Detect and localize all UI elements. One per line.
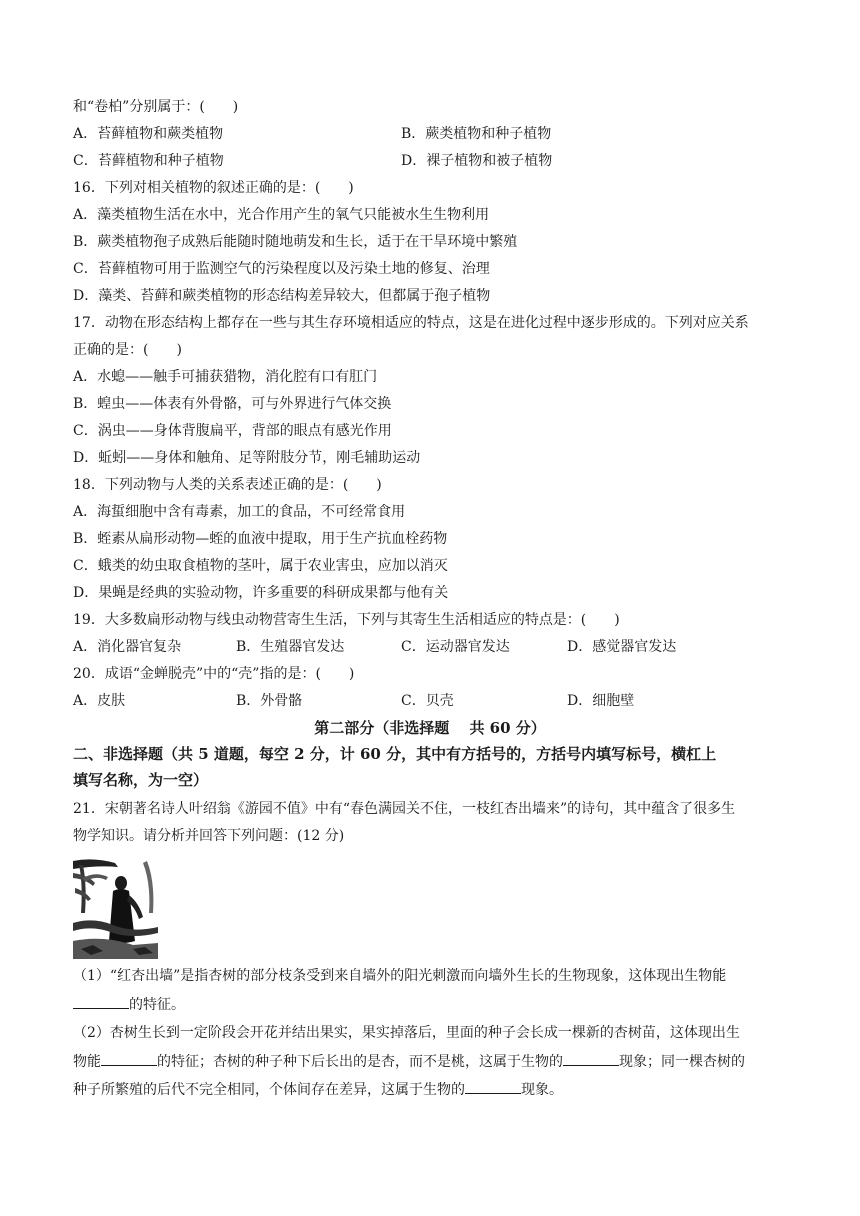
answer-blank-3[interactable] bbox=[563, 1052, 619, 1066]
q18-stem: 18．下列动物与人类的关系表述正确的是：( ) bbox=[73, 477, 382, 493]
q21-part2-text-c: 现象；同一棵杏树的 bbox=[619, 1054, 745, 1070]
q15-option-c: C．苔藓植物和种子植物 bbox=[73, 153, 224, 169]
q19-option-c: C．运动器官发达 bbox=[401, 639, 510, 655]
q15-option-d: D．裸子植物和被子植物 bbox=[401, 153, 553, 169]
q15-option-a: A．苔藓植物和蕨类植物 bbox=[73, 126, 224, 142]
q17-stem-line2: 正确的是：( ) bbox=[73, 342, 182, 358]
q20-option-b: B．外骨骼 bbox=[236, 693, 303, 709]
answer-blank-1[interactable] bbox=[73, 995, 129, 1009]
section-heading-line1: 二、非选择题（共 5 道题，每空 2 分，计 60 分，其中有方括号的，方括号内填写标号，横杠上 bbox=[73, 745, 717, 763]
q21-part2-text-b: 的特征；杏树的种子种下后长出的是杏，而不是桃，这属于生物的 bbox=[157, 1054, 563, 1070]
q19-option-d: D．感觉器官发达 bbox=[567, 639, 677, 655]
woodcut-figure-with-tree-illustration-icon bbox=[73, 853, 158, 959]
q21-stem-line1: 21．宋朝著名诗人叶绍翁《游园不值》中有“春色满园关不住，一枝红杏出墙来”的诗句，其中蕴含了很多生 bbox=[73, 801, 736, 817]
q19-option-b: B．生殖器官发达 bbox=[236, 639, 345, 655]
q16-option-d: D．藻类、苔藓和蕨类植物的形态结构差异较大，但都属于孢子植物 bbox=[73, 288, 491, 304]
q18-option-c: C．蛾类的幼虫取食植物的茎叶，属于农业害虫，应加以消灭 bbox=[73, 558, 448, 574]
q20-option-c: C．贝壳 bbox=[401, 693, 454, 709]
q17-option-c: C．涡虫——身体背腹扁平，背部的眼点有感光作用 bbox=[73, 423, 392, 439]
q17-option-b: B．蝗虫——体表有外骨骼，可与外界进行气体交换 bbox=[73, 396, 392, 412]
q21-stem-line2: 物学知识。请分析并回答下列问题：(12 分) bbox=[73, 828, 345, 844]
q18-option-b: B．蛭素从扁形动物—蛭的血液中提取，用于生产抗血栓药物 bbox=[73, 531, 448, 547]
q16-option-c: C．苔藓植物可用于监测空气的污染程度以及污染土地的修复、治理 bbox=[73, 261, 490, 277]
q21-part2-line2 bbox=[73, 1052, 745, 1072]
q16-option-a: A．藻类植物生活在水中，光合作用产生的氧气只能被水生生物利用 bbox=[73, 207, 490, 223]
part2-heading: 第二部分（非选择题 共 60 分） bbox=[314, 719, 546, 737]
section-heading-line2: 填写名称，为一空） bbox=[73, 771, 209, 789]
q21-part1-line1: （1）“红杏出墙”是指杏树的部分枝条受到来自墙外的阳光刺激而向墙外生长的生物现象，这体现出生物能 bbox=[73, 968, 727, 984]
q21-part1-tail: 的特征。 bbox=[129, 997, 185, 1013]
q21-part2-line3 bbox=[73, 1080, 563, 1100]
q20-stem: 20．成语“金蝉脱壳”中的“壳”指的是：( ) bbox=[73, 666, 355, 682]
answer-blank-2[interactable] bbox=[101, 1052, 157, 1066]
q21-part2-line1: （2）杏树生长到一定阶段会开花并结出果实，果实掉落后，里面的种子会长成一棵新的杏树苗，这体现出生 bbox=[73, 1025, 740, 1041]
q20-option-d: D．细胞壁 bbox=[567, 693, 635, 709]
q21-part1-line2 bbox=[73, 995, 185, 1015]
q19-stem: 19．大多数扁形动物与线虫动物营寄生生活，下列与其寄生生活相适应的特点是：( ) bbox=[73, 612, 620, 628]
q21-part2-text-a: 物能 bbox=[73, 1054, 101, 1070]
q17-option-d: D．蚯蚓——身体和触角、足等附肢分节，刚毛辅助运动 bbox=[73, 450, 421, 466]
q16-option-b: B．蕨类植物孢子成熟后能随时随地萌发和生长，适于在干旱环境中繁殖 bbox=[73, 234, 518, 250]
q20-option-a: A．皮肤 bbox=[73, 693, 126, 709]
q17-stem-line1: 17．动物在形态结构上都存在一些与其生存环境相适应的特点，这是在进化过程中逐步形成的。下列对应关系 bbox=[73, 315, 749, 331]
q17-option-a: A．水螅——触手可捕获猎物，消化腔有口有肛门 bbox=[73, 369, 378, 385]
woodcut-figure-illustration bbox=[73, 853, 158, 959]
q15-stem-tail: 和“卷柏”分别属于：( ) bbox=[73, 99, 239, 115]
q18-option-a: A．海蜇细胞中含有毒素，加工的食品，不可经常食用 bbox=[73, 504, 406, 520]
answer-blank-4[interactable] bbox=[465, 1080, 521, 1094]
q16-stem: 16．下列对相关植物的叙述正确的是：( ) bbox=[73, 180, 354, 196]
q21-part2-text-e: 现象。 bbox=[521, 1082, 563, 1098]
q19-option-a: A．消化器官复杂 bbox=[73, 639, 182, 655]
q21-part2-text-d: 种子所繁殖的后代不完全相同，个体间存在差异，这属于生物的 bbox=[73, 1082, 465, 1098]
q15-option-b: B．蕨类植物和种子植物 bbox=[401, 126, 552, 142]
q18-option-d: D．果蝇是经典的实验动物，许多重要的科研成果都与他有关 bbox=[73, 585, 449, 601]
